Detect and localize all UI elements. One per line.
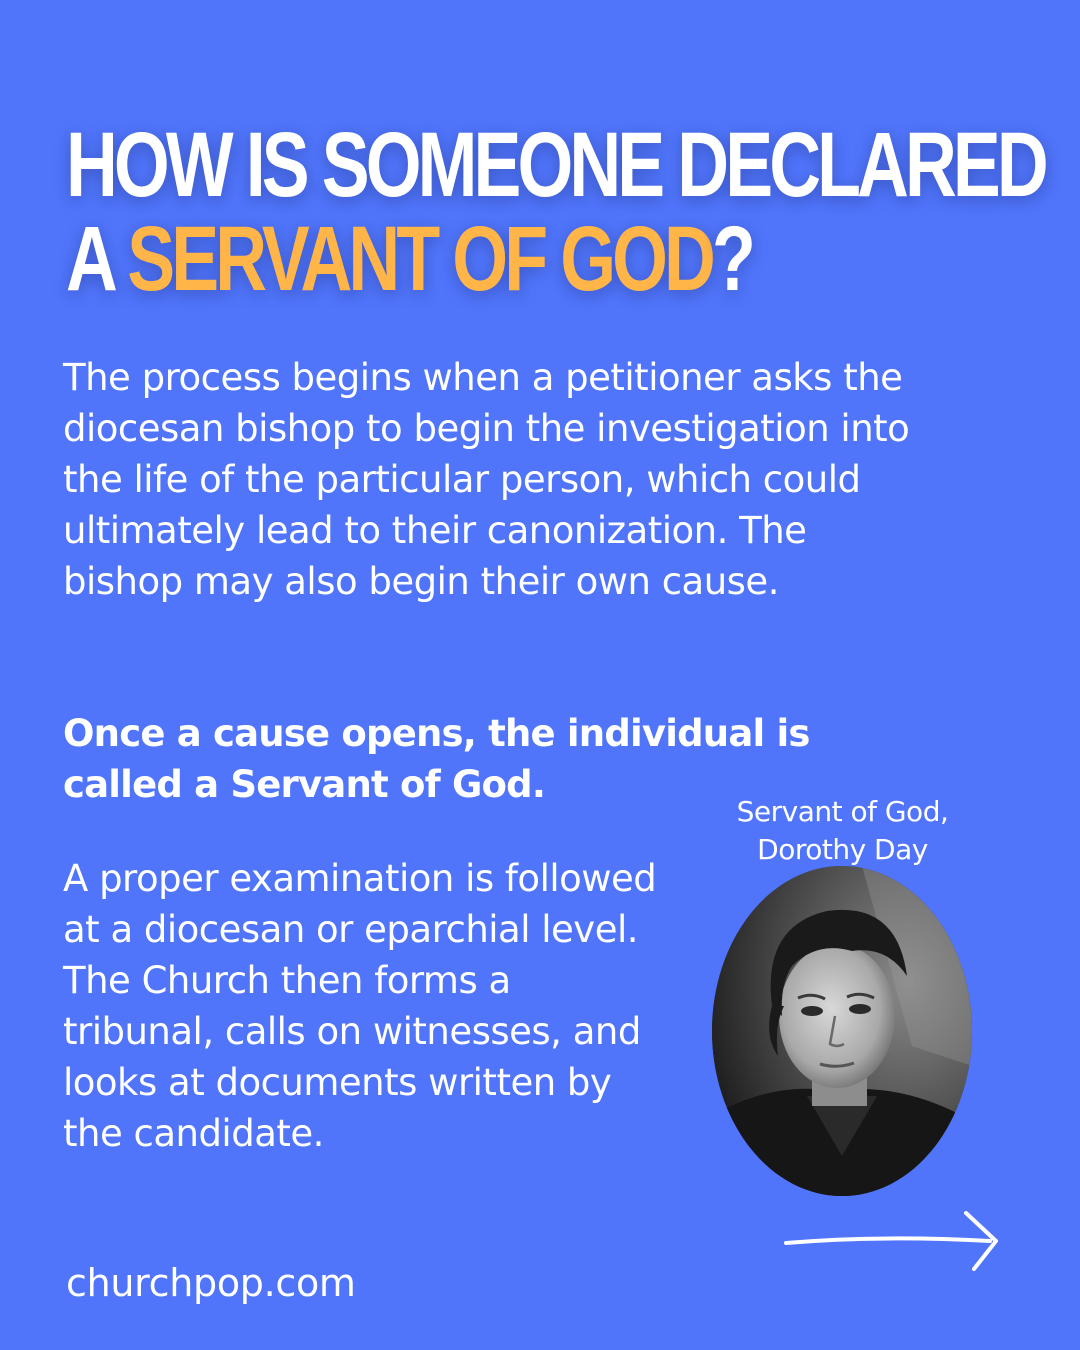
headline [66,114,1045,310]
headline-prefix: A [66,208,128,310]
key-statement: Once a cause opens, the individual is called a Servant of God. [63,712,810,806]
examination-paragraph: A proper examination is followed at a diocesan or eparchial level. The Church then forms a tribunal, calls on witnesses, and looks at documents written by the candidate. [63,857,657,1155]
headline-accent: SERVANT OF GOD [127,208,712,310]
headline-line-2 [66,208,815,310]
portrait-caption-line-1: Servant of God, [736,795,949,828]
portrait-caption-line-2: Dorothy Day [757,833,928,866]
headline-suffix: ? [711,208,752,310]
arrow-right-icon[interactable] [780,1205,1005,1281]
intro-paragraph: The process begins when a petitioner asks the diocesan bishop to begin the investigation into the life of the particular person, which could ultimately lead to their canonization. The bishop may also begin their own cause. [63,356,910,603]
website-url[interactable]: churchpop.com [66,1261,356,1305]
portrait-caption [700,793,985,869]
portrait-illustration [712,866,972,1196]
headline-line-1: HOW IS SOMEONE DECLARED [66,114,1045,216]
portrait-photo [712,866,972,1196]
